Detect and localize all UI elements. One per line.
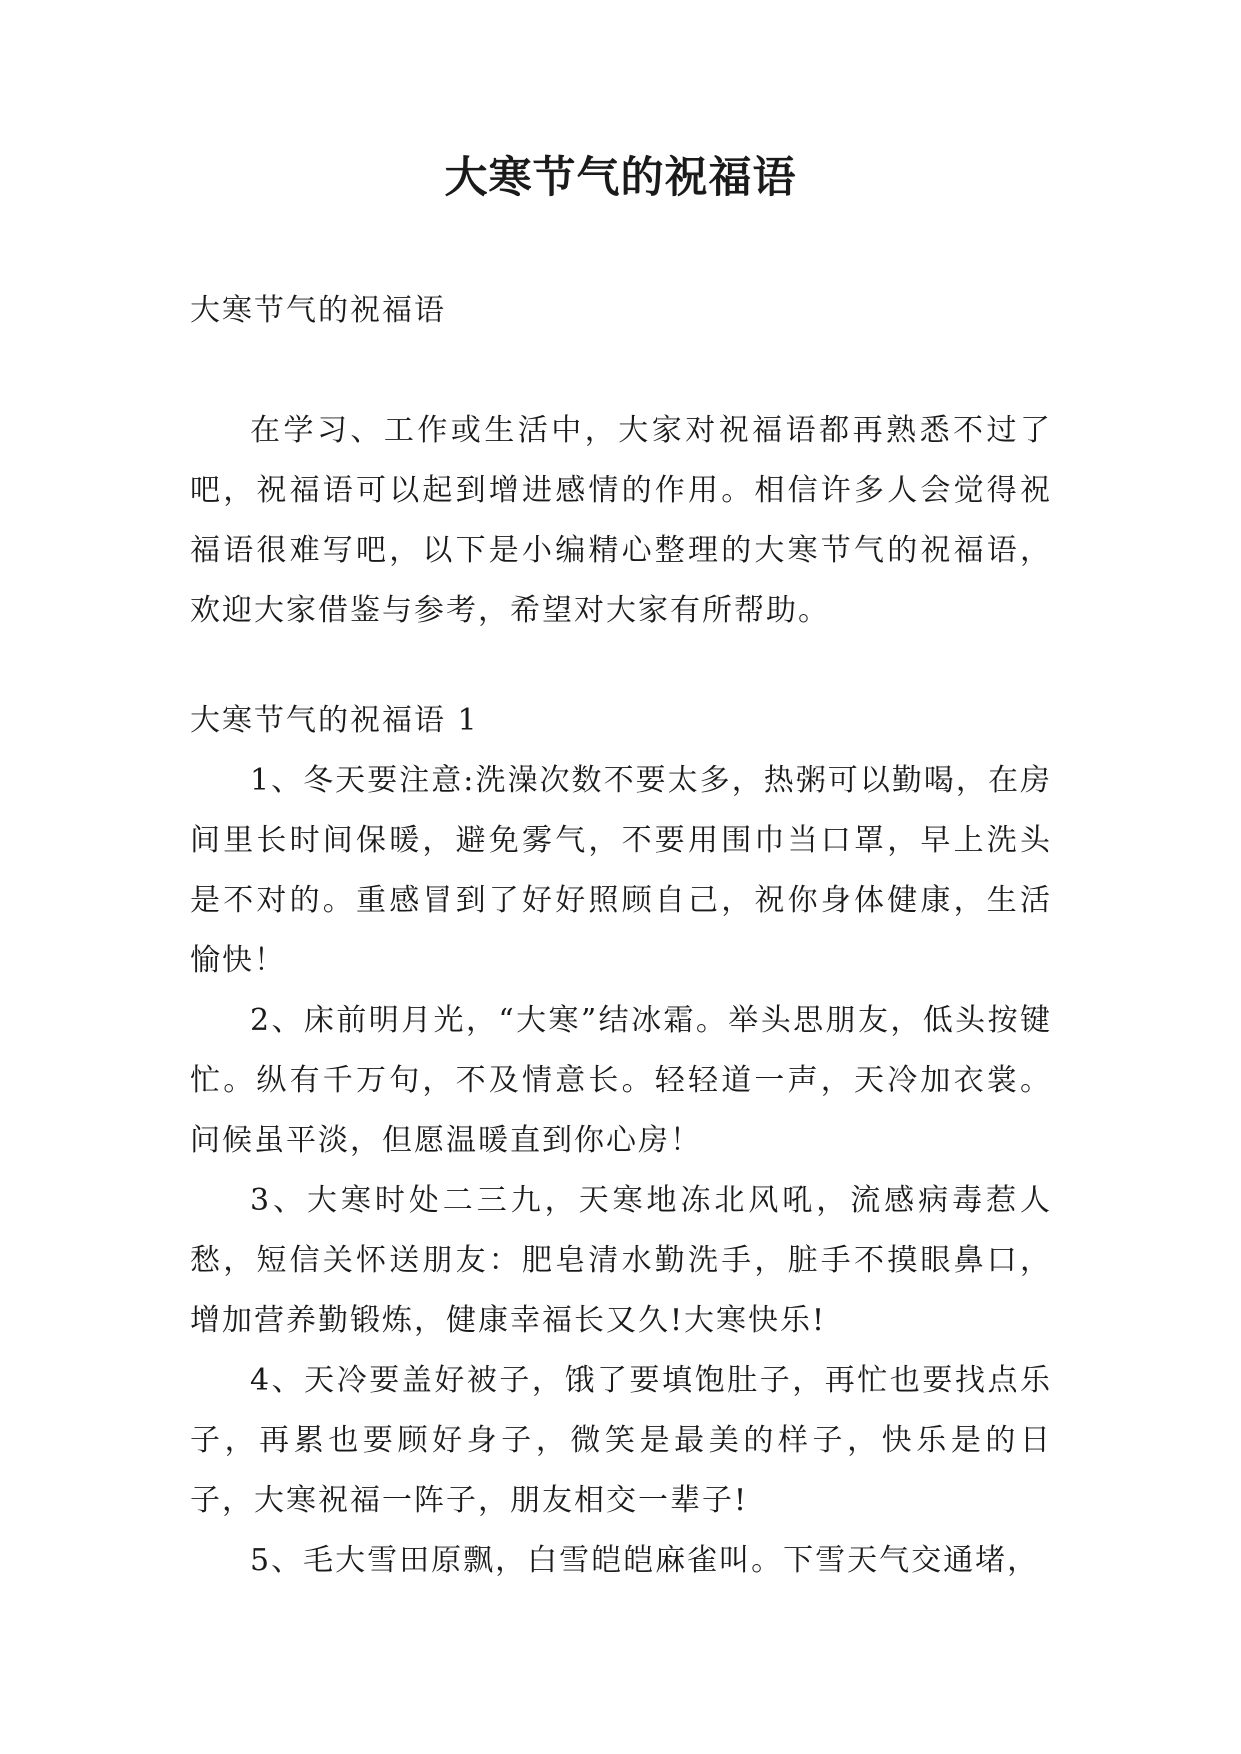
document-subtitle: 大寒节气的祝福语	[190, 293, 446, 328]
blessing-item-2: 2、床前明月光，“大寒”结冰霜。举头思朋友，低头按键忙。纵有千万句，不及情意长。轻轻道一声，天冷加衣裳。问候虽平淡，但愿温暖直到你心房！	[190, 1003, 1052, 1158]
document-title: 大寒节气的祝福语	[444, 153, 797, 203]
section-heading: 大寒节气的祝福语 1	[190, 703, 479, 738]
blessing-item-3: 3、大寒时处二三九，天寒地冻北风吼，流感病毒惹人愁，短信关怀送朋友：肥皂清水勤洗手，脏手不摸眼鼻口，增加营养勤锻炼，健康幸福长又久!大寒快乐!	[190, 1183, 1052, 1338]
blessing-item-4: 4、天冷要盖好被子，饿了要填饱肚子，再忙也要找点乐子，再累也要顾好身子，微笑是最美的样子，快乐是的日子，大寒祝福一阵子，朋友相交一辈子!	[190, 1363, 1052, 1518]
blessing-item-5: 5、毛大雪田原飘，白雪皑皑麻雀叫。下雪天气交通堵，	[250, 1543, 1040, 1578]
intro-paragraph: 在学习、工作或生活中，大家对祝福语都再熟悉不过了吧，祝福语可以起到增进感情的作用。相信许多人会觉得祝福语很难写吧，以下是小编精心整理的大寒节气的祝福语，欢迎大家借鉴与参考，希望对大家有所帮助。	[190, 413, 1052, 628]
blessing-item-1: 1、冬天要注意:洗澡次数不要太多，热粥可以勤喝，在房间里长时间保暖，避免雾气，不要用围巾当口罩，早上洗头是不对的。重感冒到了好好照顾自己，祝你身体健康，生活愉快！	[190, 763, 1052, 978]
